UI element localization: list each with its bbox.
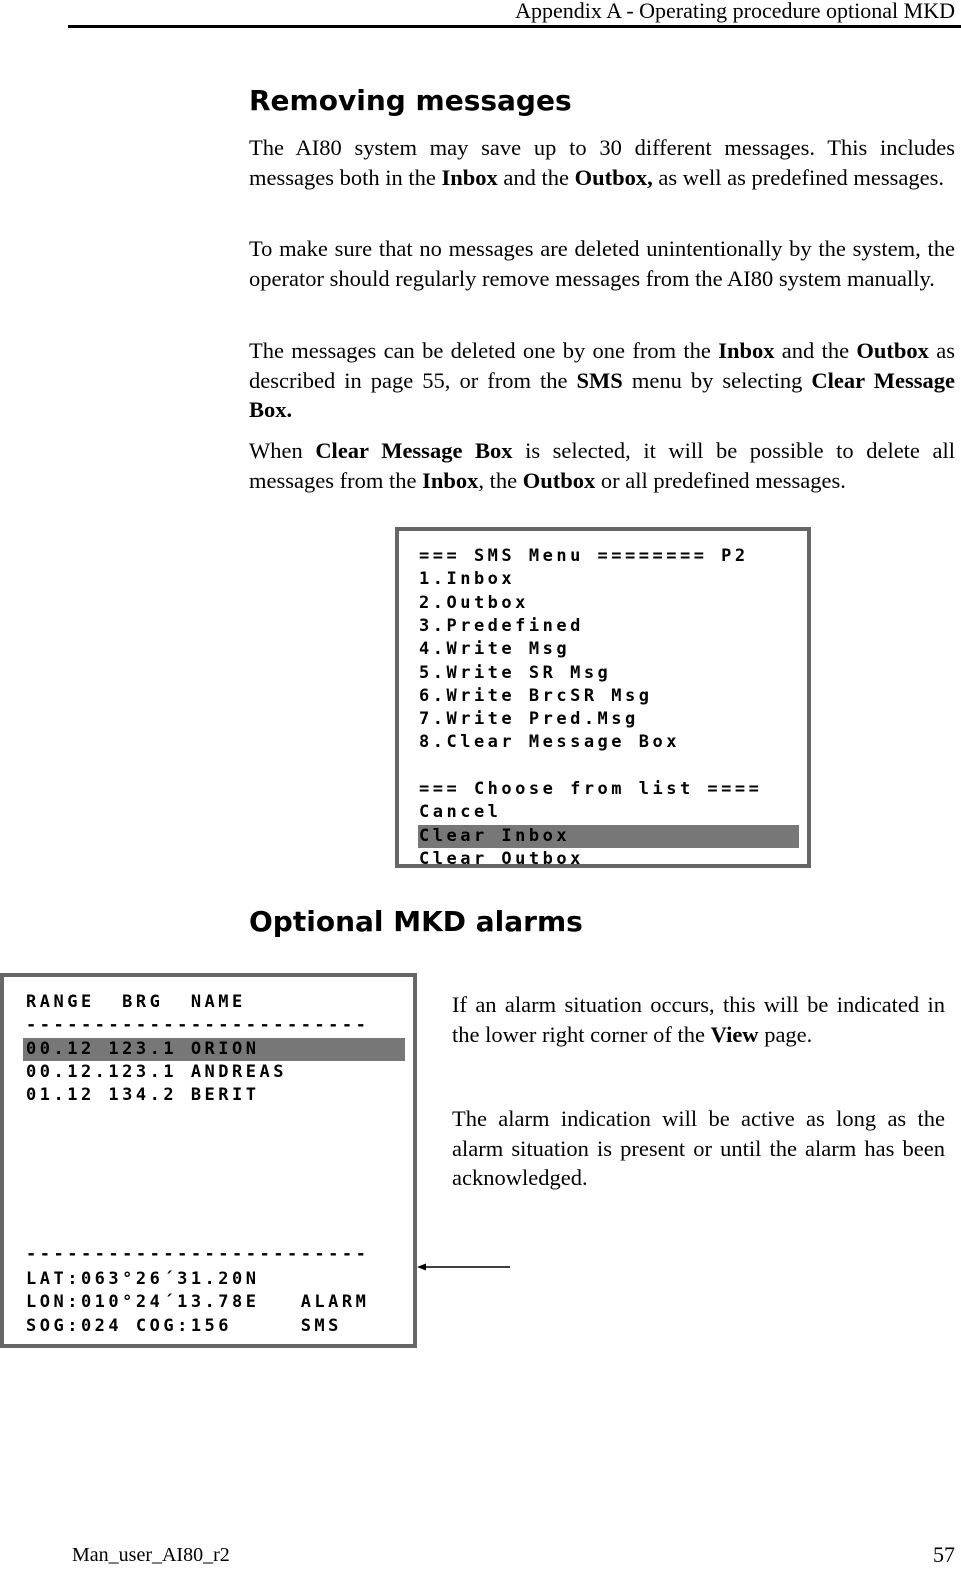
text-run: as described in page 55, or from the	[249, 338, 955, 393]
longitude-alarm-readout: LON:010°24´13.78E ALARM	[26, 1292, 370, 1313]
text-run: and the	[497, 164, 575, 190]
text-run: as well as predefined messages.	[652, 164, 944, 190]
latitude-readout: LAT:063°26´31.20N	[26, 1269, 260, 1289]
menu-item-write-brcsr-msg[interactable]: 6.Write BrcSR Msg	[419, 685, 653, 706]
list-option-clear-outbox[interactable]: Clear Outbox	[419, 848, 584, 868]
paragraph-alarm-active: The alarm indication will be active as long as the alarm situation is present or until the alarm has been acknowledged.	[452, 1106, 945, 1190]
text-run: The messages can be deleted one by one from the	[249, 338, 719, 363]
page-number: 57	[933, 1542, 955, 1567]
menu-item-write-msg[interactable]: 4.Write Msg	[419, 639, 571, 660]
view-blank-line	[4, 1177, 413, 1200]
paragraph-delete-methods	[249, 336, 955, 425]
bold-clear-message-box: Clear Message Box	[315, 438, 513, 463]
target-row-berit[interactable]: 01.12 134.2 BERIT	[26, 1085, 260, 1106]
text-run: or all predefined messages.	[595, 467, 846, 493]
heading-optional-mkd-alarms: Optional MKD alarms	[249, 905, 583, 938]
list-option-cancel[interactable]: Cancel	[419, 802, 502, 823]
paragraph-manual-removal: To make sure that no messages are deleted unintentionally by the system, the operator should regularly remove messages from the AI80 system manually.	[249, 236, 955, 291]
view-divider: -------------------------	[26, 1244, 370, 1264]
view-blank-line	[4, 1201, 413, 1224]
paragraph-clear-message-box	[249, 436, 955, 495]
view-divider: -------------------------	[26, 1015, 370, 1036]
menu-item-write-sr-msg[interactable]: 5.Write SR Msg	[419, 662, 612, 683]
text-run: The AI80 system may save up to 30 different messages. This includes messages both in the	[249, 135, 955, 190]
bold-outbox: Outbox	[522, 467, 596, 493]
target-row-andreas[interactable]: 00.12.123.1 ANDREAS	[26, 1061, 287, 1082]
menu-item-outbox[interactable]: 2.Outbox	[419, 592, 529, 613]
bold-outbox: Outbox	[856, 338, 929, 363]
bold-clear-message-box: Clear Message Box.	[249, 367, 955, 422]
view-page-screen	[0, 973, 417, 1348]
sms-menu-screen	[395, 527, 811, 868]
menu-item-write-pred-msg[interactable]: 7.Write Pred.Msg	[419, 709, 639, 730]
text-run: page.	[758, 1021, 813, 1047]
text-run: menu by selecting	[622, 367, 812, 393]
target-row-orion[interactable]: 00.12 123.1 ORION	[23, 1038, 405, 1061]
view-column-headers: RANGE BRG NAME	[26, 992, 246, 1012]
view-blank-line	[4, 1108, 413, 1131]
sog-cog-sms-readout: SOG:024 COG:156 SMS	[26, 1315, 342, 1336]
menu-item-predefined[interactable]: 3.Predefined	[419, 615, 584, 636]
text-run: , the	[478, 467, 523, 493]
heading-removing-messages: Removing messages	[249, 84, 572, 117]
bold-inbox: Inbox	[441, 164, 498, 190]
menu-item-clear-message-box[interactable]: 8.Clear Message Box	[419, 732, 680, 753]
view-blank-line	[4, 1154, 413, 1177]
view-blank-line	[4, 1131, 413, 1154]
bold-inbox: Inbox	[718, 338, 775, 363]
header-rule	[68, 25, 961, 28]
footer-document-id: Man_user_AI80_r2	[72, 1544, 230, 1566]
paragraph-message-capacity	[249, 133, 955, 192]
menu-item-inbox[interactable]: 1.Inbox	[419, 569, 516, 590]
list-option-clear-inbox[interactable]: Clear Inbox	[418, 825, 799, 848]
bold-outbox: Outbox,	[574, 164, 653, 190]
bold-sms: SMS	[576, 367, 623, 393]
text-run: If an alarm situation occurs, this will be indicated in the lower right corner of the	[452, 992, 945, 1047]
text-run: is selected, it will be possible to delete all messages from the	[249, 438, 955, 493]
bold-inbox: Inbox	[422, 467, 479, 493]
text-run: When	[249, 438, 316, 463]
bold-view: View	[710, 1021, 759, 1047]
choose-from-list-title: === Choose from list ====	[419, 779, 763, 799]
running-header: Appendix A - Operating procedure optional MKD	[515, 0, 955, 23]
alarm-pointer-arrow-icon	[414, 1258, 514, 1276]
text-run: and the	[774, 338, 857, 363]
sms-screen-line: === SMS Menu ======== P2	[419, 546, 749, 566]
sms-screen-blank-line	[399, 755, 807, 778]
paragraph-alarm-indication	[452, 990, 945, 1049]
